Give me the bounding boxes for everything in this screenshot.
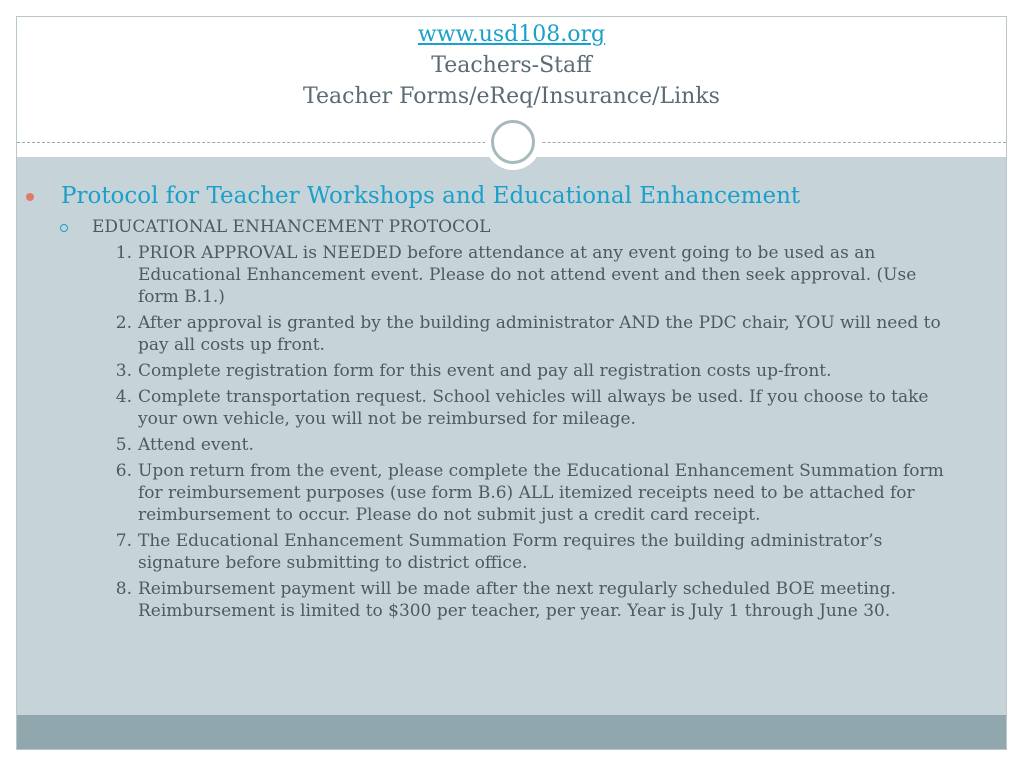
step-number: 1. — [115, 243, 132, 263]
hollow-circle-bullet-icon — [60, 224, 68, 232]
step-text: Reimbursement payment will be made after the next regularly scheduled BOE meeting. Reimbursement is limited to $300 per teacher, per year. Year is July 1 through June 30. — [138, 579, 896, 621]
list-item — [80, 360, 960, 382]
step-text: PRIOR APPROVAL is NEEDED before attendance at any event going to be used as an Educational Enhancement event. Please do not attend event and then seek approval. (Use form B.1.) — [138, 243, 917, 307]
list-item — [80, 460, 960, 526]
header-line-forms: Teacher Forms/eReq/Insurance/Links — [303, 84, 720, 109]
step-text: Complete transportation request. School vehicles will always be used. If you choose to take your own vehicle, you will not be reimbursed for mileage. — [138, 387, 929, 429]
list-item — [80, 434, 960, 456]
ring-inner — [491, 120, 535, 164]
footer-band — [17, 715, 1006, 749]
site-url-link[interactable]: www.usd108.org — [417, 22, 606, 47]
list-item — [80, 242, 960, 308]
step-text: Attend event. — [138, 435, 254, 455]
step-text: The Educational Enhancement Summation Form requires the building administrator’s signature before submitting to district office. — [138, 531, 883, 573]
list-item — [80, 530, 960, 574]
step-number: 6. — [115, 461, 132, 481]
filled-circle-bullet-icon — [26, 193, 34, 201]
step-number: 7. — [115, 531, 132, 551]
step-number: 2. — [115, 313, 132, 333]
step-number: 4. — [115, 387, 132, 407]
step-text: Complete registration form for this event and pay all registration costs up-front. — [138, 361, 832, 381]
step-text: After approval is granted by the building administrator AND the PDC chair, YOU will need to pay all costs up front. — [138, 313, 941, 355]
step-number: 5. — [115, 435, 132, 455]
list-item — [80, 578, 960, 622]
step-number: 8. — [115, 579, 132, 599]
header-title-block — [17, 17, 1006, 112]
ring-icon — [485, 114, 541, 170]
list-item — [80, 386, 960, 430]
protocol-subheading: EDUCATIONAL ENHANCEMENT PROTOCOL — [92, 217, 491, 237]
step-text: Upon return from the event, please complete the Educational Enhancement Summation form for reimbursement purposes (use form B.6) ALL itemized receipts need to be attached for reimbursement to occur. Please do not submit just a credit card receipt. — [138, 461, 944, 525]
protocol-link[interactable]: Protocol for Teacher Workshops and Educational Enhancement — [61, 183, 801, 209]
list-item — [80, 312, 960, 356]
protocol-steps-list — [80, 242, 960, 626]
step-number: 3. — [115, 361, 132, 381]
header-line-teachers-staff: Teachers-Staff — [431, 53, 592, 78]
